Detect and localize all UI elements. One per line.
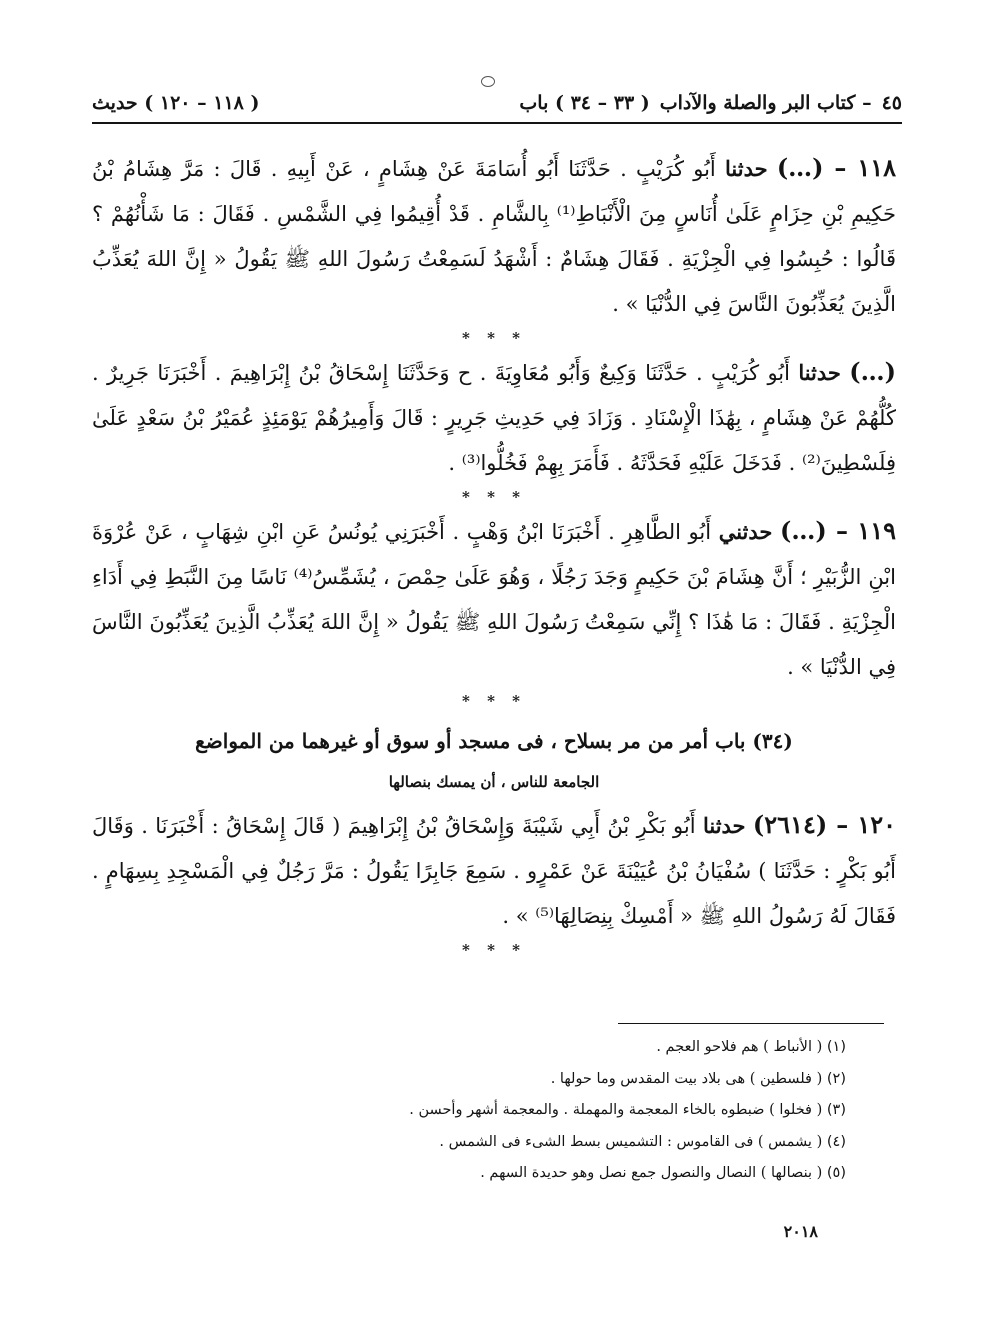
hadith-120 — [92, 802, 896, 939]
footnote-text: ( فخلوا ) ضبطوه بالخاء المعجمة والمهملة . والمعجمة أشهر وأحسن . — [409, 1102, 823, 1118]
hadith-keyword: حدثنا — [725, 156, 768, 181]
footnote-5 — [300, 1158, 846, 1190]
footnote-4 — [300, 1127, 846, 1159]
footnote-text: ( الأنباط ) هم فلاحو العجم . — [656, 1039, 823, 1055]
hadith-118-variant — [92, 349, 896, 486]
footnote-number: (٣) — [826, 1102, 846, 1118]
hadith-keyword: حدثنا — [702, 813, 746, 838]
header-book-title: – كتاب البر والصلة والآداب — [659, 92, 872, 114]
separator: * * * — [462, 692, 526, 710]
hadith-number: ١١٨ – (…) — [776, 153, 896, 182]
header-hadith-range: ( ١١٨ – ١٢٠ ) حديث — [92, 92, 260, 114]
separator: * * * — [462, 941, 526, 959]
hadith-number: (…) — [849, 357, 896, 386]
footnote-2 — [300, 1064, 846, 1096]
hadith-text: أَبُو بَكْرِ بْنُ أَبِي شَيْبَةَ وَإِسْحَاقُ بْنُ إِبْرَاهِيمَ ( قَالَ إِسْحَاقُ : أَخْبَرَنَا . وَقَالَ أَبُو بَكْرٍ : حَدَّثَنَا ) سُفْيَانُ بْنُ عُيَيْنَةَ عَنْ عَمْرٍو . سَمِعَ جَابِرًا يَقُولُ : مَرَّ رَجُلٌ فِي الْمَسْجِدِ بِسِهَامٍ . فَقَالَ لَهُ رَسُولُ اللهِ ﷺ « أَمْسِكْ بِنِصَالِهَا⁽⁵⁾ » . — [92, 814, 896, 928]
footnote-text: ( فلسطين ) هى بلاد بيت المقدس وما حولها . — [550, 1070, 823, 1087]
hadith-text: أَبُو الطَّاهِرِ . أَخْبَرَنَا ابْنُ وَهْبٍ . أَخْبَرَنِي يُونُسُ عَنِ ابْنِ شِهَابٍ ، عَنْ عُرْوَةَ ابْنِ الزُّبَيْرِ ؛ أَنَّ هِشَامَ بْنَ حَكِيمٍ وَجَدَ رَجُلًا ، وَهُوَ عَلَىٰ حِمْصَ ، يُشَمِّسُ⁽⁴⁾ نَاسًا مِنَ النَّبَطِ فِي أَدَاءِ الْجِزْيَةِ . فَقَالَ : مَا هَٰذَا ؟ إِنِّي سَمِعْتُ رَسُولَ اللهِ ﷺ يَقُولُ « إِنَّ اللهَ يُعَذِّبُ الَّذِينَ يُعَذِّبُونَ النَّاسَ فِي الدُّنْيَا » . — [92, 520, 896, 679]
footnote-number: (٢) — [826, 1070, 846, 1087]
separator: * * * — [462, 488, 526, 506]
hadith-text: أَبُو كُرَيْبٍ . حَدَّثَنَا وَكِيعٌ وَأَبُو مُعَاوِيَةَ . ح وَحَدَّثَنَا إِسْحَاقُ بْنُ إِبْرَاهِيمَ . أَخْبَرَنَا جَرِيرٌ . كُلُّهُمْ عَنْ هِشَامٍ ، بِهَٰذَا الْإِسْنَادِ . وَزَادَ فِي حَدِيثِ جَرِيرٍ : قَالَ وَأَمِيرُهُمْ يَوْمَئِذٍ عُمَيْرُ بْنُ سَعْدٍ عَلَىٰ فِلَسْطِينَ⁽²⁾ . فَدَخَلَ عَلَيْهِ فَحَدَّثَهُ . فَأَمَرَ بِهِمْ فَخُلُّوا⁽³⁾ . — [92, 361, 896, 475]
header-page-number: ٤٥ — [881, 92, 902, 114]
footnote-number: (١) — [826, 1039, 846, 1055]
separator: * * * — [462, 329, 526, 347]
footnote-1 — [300, 1032, 846, 1064]
header-bab-range: ( ٣٣ – ٣٤ ) باب — [519, 92, 650, 114]
footnote-3 — [300, 1095, 846, 1127]
header-rule — [92, 122, 902, 124]
hadith-keyword: حدثنا — [798, 360, 841, 385]
page-number: ٢٠١٨ — [783, 1222, 818, 1241]
main-text — [92, 145, 896, 961]
hadith-text: أَبُو كُرَيْبٍ . حَدَّثَنَا أَبُو أُسَامَةَ عَنْ هِشَامٍ ، عَنْ أَبِيهِ . قَالَ : مَرَّ هِشَامُ بْنُ حَكِيمِ بْنِ حِزَامٍ عَلَىٰ أُنَاسٍ مِنَ الْأَنْبَاطِ⁽¹⁾ بِالشَّامِ . قَدْ أُقِيمُوا فِي الشَّمْسِ . فَقَالَ : مَا شَأْنُهُمْ ؟ قَالُوا : حُبِسُوا فِي الْجِزْيَةِ . فَقَالَ هِشَامٌ : أَشْهَدُ لَسَمِعْتُ رَسُولَ اللهِ ﷺ يَقُولُ « إِنَّ اللهَ يُعَذِّبُ الَّذِينَ يُعَذِّبُونَ النَّاسَ فِي الدُّنْيَا » . — [92, 157, 896, 316]
footnote-number: (٥) — [826, 1165, 846, 1181]
chapter-heading-line2: الجامعة للناس ، أن يمسك بنصالها — [388, 773, 600, 791]
chapter-heading: (٣٤) باب أمر من مر بسلاح ، فى مسجد أو سوق أو غيرهما من المواضع — [195, 729, 793, 753]
running-header — [92, 86, 902, 120]
footnotes — [300, 1032, 846, 1190]
footnote-text: ( بنصالها ) النصال والنصول جمع نصل وهو حديدة السهم . — [480, 1165, 823, 1181]
footnote-rule — [618, 1023, 884, 1024]
hadith-119 — [92, 508, 896, 690]
hadith-keyword: حدثني — [718, 519, 773, 544]
header-right — [519, 92, 902, 114]
footnote-text: ( يشمس ) فى القاموس : التشميس بسط الشىء فى الشمس . — [439, 1133, 823, 1150]
footnote-number: (٤) — [826, 1133, 846, 1150]
hadith-118 — [92, 145, 896, 327]
hadith-number: ١١٩ – (…) — [780, 516, 897, 545]
hadith-number: ١٢٠ – (٢٦١٤) — [752, 810, 896, 839]
